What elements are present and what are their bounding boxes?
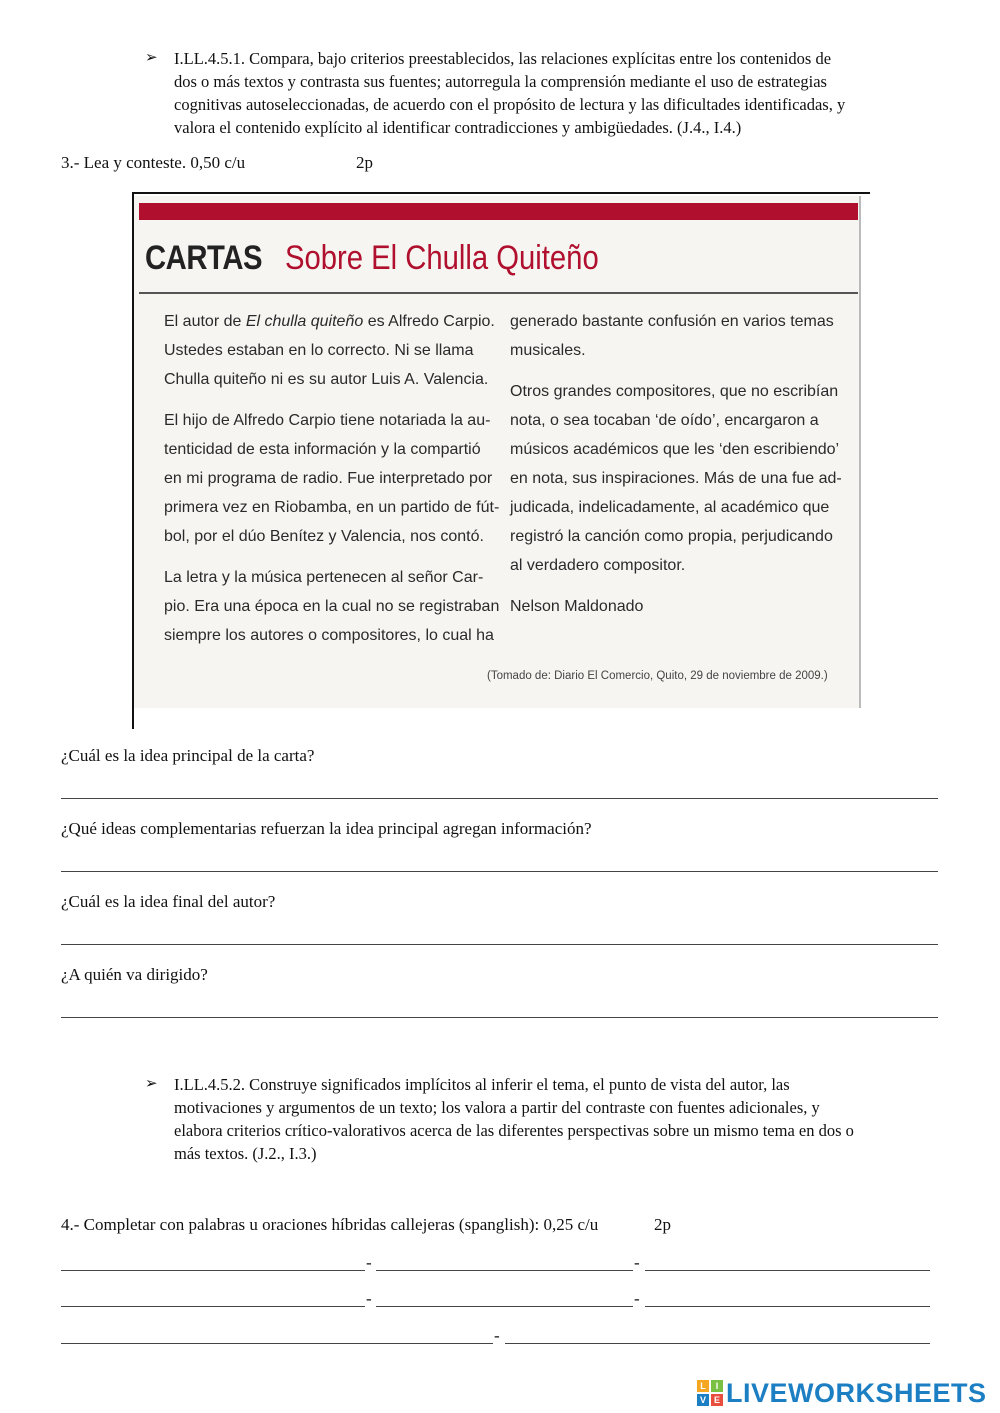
spanglish-blank[interactable] [61, 1306, 365, 1307]
indicator-2-text [174, 1073, 945, 1165]
clipping-line [164, 435, 499, 464]
clipping-line-text: es Alfredo Carpio. [363, 313, 495, 330]
clipping-line-text: siempre los autores o compositores, lo cual ha [164, 627, 494, 644]
clipping-section-label: CARTAS [145, 239, 263, 277]
clipping-line-text: Otros grandes compositores, que no escribían [510, 383, 839, 400]
clipping-header [145, 236, 599, 280]
paragraph-gap [510, 580, 845, 592]
clipping-frame-left [132, 192, 134, 729]
logo-mark-letter: V [697, 1394, 709, 1406]
answer-line-2[interactable] [61, 871, 938, 872]
logo-mark-letter: I [711, 1380, 723, 1392]
spanglish-blank[interactable] [61, 1270, 365, 1271]
spanglish-blank[interactable] [505, 1343, 930, 1344]
indicator-2-line: motivaciones y argumentos de un texto; los valora a partir del contraste con fuentes adicionales, y [174, 1098, 820, 1117]
arrow-bullet-icon: ➢ [145, 50, 158, 66]
indicator-1-line: I.LL.4.5.1. Compara, bajo criterios preestablecidos, las relaciones explícitas entre los contenidos de [174, 49, 832, 68]
clipping-frame-top [132, 192, 870, 194]
clipping-line-text: Nelson Maldonado [510, 598, 644, 615]
question-2: ¿Qué ideas complementarias refuerzan la idea principal agregan información? [61, 819, 592, 838]
question-1: ¿Cuál es la idea principal de la carta? [61, 746, 315, 765]
clipping-line [164, 365, 499, 394]
clipping-line-text: La letra y la música pertenecen al señor Car- [164, 569, 484, 586]
clipping-line [510, 522, 845, 551]
clipping-title: Sobre El Chulla Quiteño [285, 239, 599, 277]
clipping-line [510, 435, 845, 464]
section-4-instruction: 4.- Completar con palabras u oraciones híbridas callejeras (spanglish): 0,25 c/u [61, 1215, 599, 1234]
paragraph-gap [164, 551, 499, 563]
clipping-line-text: Ustedes estaban en lo correcto. Ni se llama [164, 342, 474, 359]
clipping-line [510, 464, 845, 493]
clipping-line [510, 377, 845, 406]
indicator-2-line: elabora criterios crítico-valorativos acerca de las diferentes perspectivas sobre un mismo tema en dos o [174, 1121, 854, 1140]
question-3: ¿Cuál es la idea final del autor? [61, 892, 276, 911]
clipping-line-text: primera vez en Riobamba, en un partido de fút- [164, 499, 500, 516]
clipping-line-text: nota, o sea tocaban ‘de oído’, encargaron a [510, 412, 819, 429]
clipping-line-text: El hijo de Alfredo Carpio tiene notariada la au- [164, 412, 491, 429]
paragraph-gap [510, 365, 845, 377]
indicator-1 [145, 47, 945, 141]
indicator-2-line: I.LL.4.5.2. Construye significados implícitos al inferir el tema, el punto de vista del autor, las [174, 1075, 790, 1094]
logo-mark-letter: E [711, 1394, 723, 1406]
section-4-points: 2p [654, 1215, 671, 1234]
indicator-1-line: dos o más textos y contrasta sus fuentes; autorregula la comprensión mediante el uso de estrategias [174, 72, 827, 91]
indicator-2 [145, 1073, 945, 1167]
logo-mark-icon [697, 1380, 723, 1406]
clipping-line [510, 307, 845, 336]
paragraph-gap [164, 394, 499, 406]
clipping-line [164, 522, 499, 551]
indicator-1-text [174, 47, 945, 139]
section-3-instruction: 3.- Lea y conteste. 0,50 c/u [61, 153, 246, 172]
blank-separator: - [366, 1253, 372, 1272]
clipping-line [510, 592, 845, 621]
clipping-line-text: generado bastante confusión en varios temas [510, 313, 834, 330]
indicator-1-line: valora el contenido explícito al identificar contradicciones y ambigüedades. (J.4., I.4.) [174, 118, 742, 137]
indicator-2-line: más textos. (J.2., I.3.) [174, 1144, 317, 1163]
spanglish-blank[interactable] [376, 1270, 633, 1271]
spanglish-blank[interactable] [376, 1306, 633, 1307]
spanglish-blank[interactable] [61, 1343, 493, 1344]
clipping-line [164, 406, 499, 435]
clipping-song-title: El chulla quiteño [245, 313, 364, 330]
clipping-line [164, 493, 499, 522]
blank-separator: - [634, 1289, 640, 1308]
clipping-line [510, 336, 845, 365]
clipping-source: (Tomado de: Diario El Comercio, Quito, 29 de noviembre de 2009.) [487, 670, 828, 682]
blank-separator: - [634, 1253, 640, 1272]
indicator-1-line: cognitivas autoseleccionadas, de acuerdo con el propósito de lectura y las dificultades identificadas, y [174, 95, 846, 114]
answer-line-1[interactable] [61, 798, 938, 799]
clipping-divider [139, 292, 858, 294]
clipping-line-text: judicada, indelicadamente, al académico que [510, 499, 830, 516]
clipping-line-text: bol, por el dúo Benítez y Valencia, nos contó. [164, 528, 484, 545]
clipping-line-text: musicales. [510, 342, 586, 359]
clipping-line [164, 563, 499, 592]
liveworksheets-logo [697, 1376, 987, 1410]
clipping-line [164, 592, 499, 621]
clipping-line [510, 406, 845, 435]
clipping-column-1 [164, 307, 499, 650]
clipping-line-text: tenticidad de esta información y la compartió [164, 441, 481, 458]
clipping-line-text: músicos académicos que les ‘den escribiendo’ [510, 441, 840, 458]
clipping-line-text: en nota, sus inspiraciones. Más de una fue ad- [510, 470, 842, 487]
logo-mark-letter: L [697, 1380, 709, 1392]
clipping-line [164, 621, 499, 650]
section-3-points: 2p [356, 153, 373, 172]
answer-line-3[interactable] [61, 944, 938, 945]
logo-text: LIVEWORKSHEETS [726, 1377, 987, 1408]
clipping-line-text: Chulla quiteño ni es su autor Luis A. Valencia. [164, 371, 489, 388]
clipping-line-text: en mi programa de radio. Fue interpretado por [164, 470, 493, 487]
clipping-line-text: El autor de [164, 313, 246, 330]
spanglish-blank[interactable] [645, 1306, 930, 1307]
blank-separator: - [366, 1289, 372, 1308]
answer-line-4[interactable] [61, 1017, 938, 1018]
clipping-line-text: pio. Era una época en la cual no se registraban [164, 598, 500, 615]
clipping-line [510, 551, 845, 580]
question-4: ¿A quién va dirigido? [61, 965, 208, 984]
arrow-bullet-icon: ➢ [145, 1076, 158, 1092]
spanglish-blank[interactable] [645, 1270, 930, 1271]
blank-separator: - [494, 1326, 500, 1345]
clipping-line [164, 464, 499, 493]
clipping-line-text: al verdadero compositor. [510, 557, 686, 574]
clipping-line [510, 493, 845, 522]
clipping-line [164, 336, 499, 365]
clipping-line [164, 307, 499, 336]
clipping-column-2 [510, 307, 845, 621]
clipping-red-bar [139, 203, 858, 220]
clipping-line-text: registró la canción como propia, perjudicando [510, 528, 833, 545]
